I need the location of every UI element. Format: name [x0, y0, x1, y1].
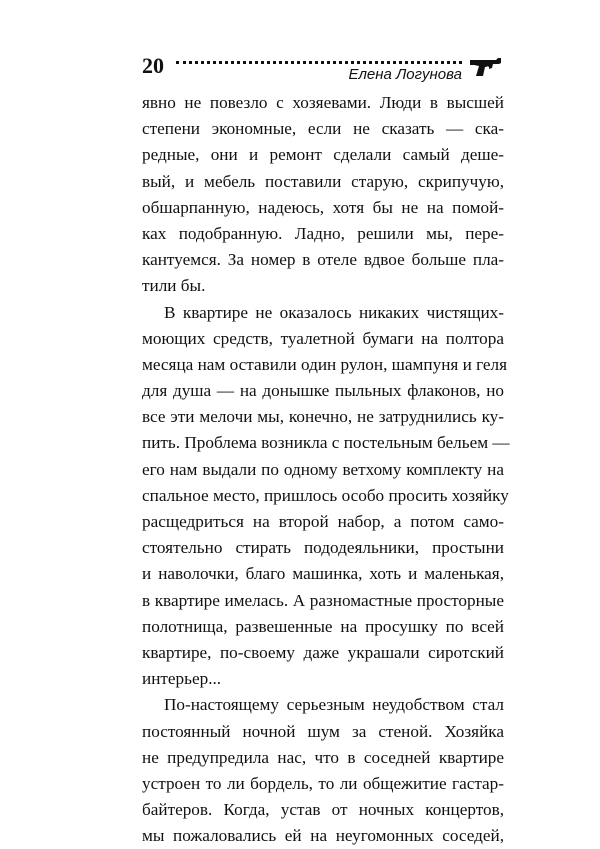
text-line: В квартире не оказалось никаких чистящих- — [164, 302, 504, 322]
text-line: его нам выдали по одному ветхому комплекту на — [142, 459, 504, 479]
body-text — [142, 90, 510, 849]
text-line: обшарпанную, надеюсь, хотя бы не на помой- — [142, 197, 504, 217]
page-number: 20 — [142, 53, 164, 78]
text-line: стоятельно стирать пододеяльники, простыни — [142, 538, 504, 558]
text-line: квартире, по-своему даже украшали сиротский — [142, 642, 504, 662]
text-line: байтеров. Когда, устав от ночных концертов, — [142, 800, 504, 820]
text-line: ках подобранную. Ладно, решили мы, пере- — [142, 223, 504, 243]
text-line: все эти мелочи мы, конечно, не затруднились ку- — [142, 407, 504, 427]
text-line: в квартире имелась. А разномастные просторные — [142, 590, 504, 610]
text-line: полотнища, развешенные на просушку по всей — [142, 616, 504, 636]
text-line: моющих средств, туалетной бумаги на полтора — [142, 328, 504, 348]
text-line: интерьер... — [142, 669, 222, 689]
text-line: месяца нам оставили один рулон, шампуня и геля — [142, 354, 508, 374]
text-line: расщедриться на второй набор, а потом само- — [142, 512, 504, 531]
text-line: редные, они и ремонт сделали самый деше- — [142, 145, 504, 165]
text-line: По-настоящему серьезным неудобством стал — [164, 695, 504, 715]
text-line: пить. Проблема возникла с постельным бельем — — [142, 433, 510, 453]
text-line: для душа — на донышке пыльных флаконов, но — [142, 381, 504, 401]
text-line: постоянный ночной шум за стеной. Хозяйка — [142, 721, 504, 741]
text-line: спальное место, пришлось особо просить хозяйку — [142, 485, 509, 505]
text-line: и наволочки, благо машинка, хоть и маленькая, — [142, 564, 504, 584]
text-line: тили бы. — [142, 276, 206, 296]
text-line: устроен то ли бордель, то ли общежитие гастар- — [142, 773, 504, 793]
text-line: степени экономные, если не сказать — ска- — [142, 119, 504, 139]
text-line: явно не повезло с хозяевами. Люди в высшей — [142, 93, 504, 112]
text-line: мы пожаловались ей на неугомонных соседей, — [142, 826, 504, 846]
header-dotted-rule — [176, 61, 462, 64]
text-line: не предупредила нас, что в соседней квартире — [142, 747, 504, 767]
author-name: Елена Логунова — [348, 66, 462, 83]
text-line: вый, и мебель поставили старую, скрипучую, — [142, 171, 504, 191]
text-line: кантуемся. За номер в отеле вдвое больше пла- — [142, 250, 504, 270]
pistol-icon — [468, 54, 504, 78]
page-header — [142, 52, 504, 86]
